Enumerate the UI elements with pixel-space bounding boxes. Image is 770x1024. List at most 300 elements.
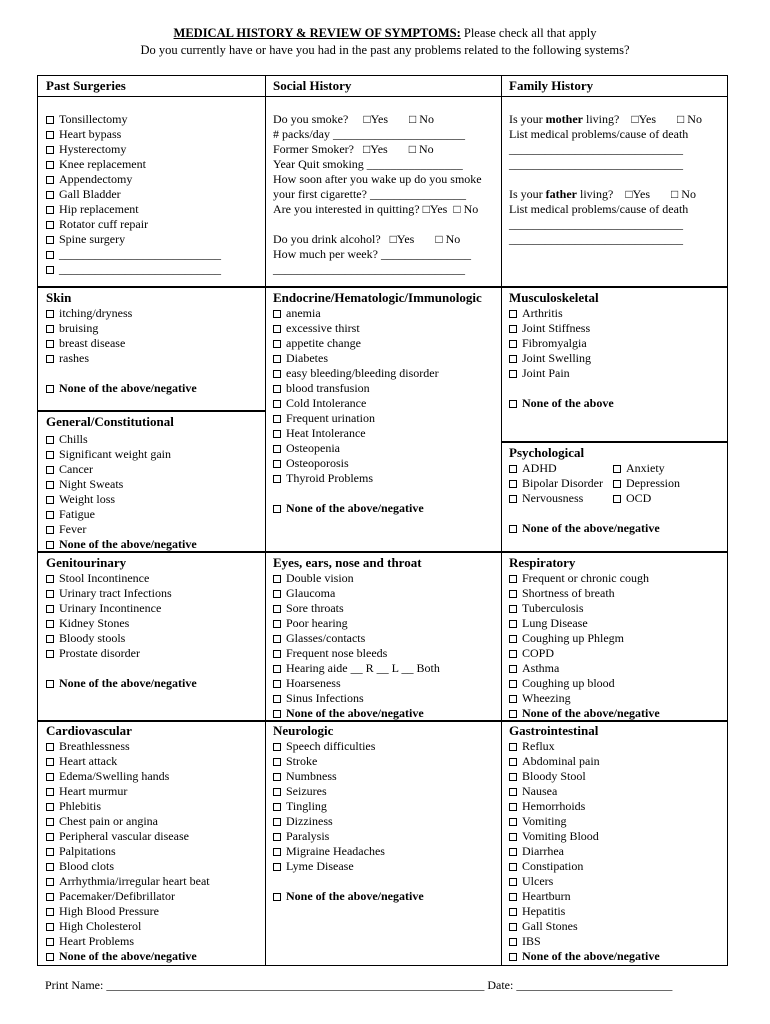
checkbox-item[interactable] xyxy=(46,462,261,477)
checkbox-icon[interactable] xyxy=(509,953,517,961)
none-of-above-checkbox[interactable] xyxy=(509,706,724,721)
checkbox-item[interactable] xyxy=(509,799,724,814)
checkbox-label: OCD xyxy=(626,491,652,505)
checkbox-item[interactable] xyxy=(46,859,261,874)
checkbox-item[interactable] xyxy=(509,691,724,706)
checkbox-icon[interactable] xyxy=(273,650,281,658)
checkbox-item[interactable] xyxy=(509,676,724,691)
social-history-section xyxy=(273,78,498,277)
checkbox-item[interactable] xyxy=(509,814,724,829)
checkbox-icon[interactable] xyxy=(46,833,54,841)
checkbox-icon[interactable] xyxy=(273,788,281,796)
checkbox-icon[interactable] xyxy=(46,758,54,766)
checkbox-item[interactable] xyxy=(46,432,261,447)
checkbox-item[interactable] xyxy=(509,586,724,601)
none-of-above-checkbox[interactable] xyxy=(46,949,261,964)
form-line[interactable]: # packs/day ______________________ xyxy=(273,127,465,141)
checkbox-item[interactable] xyxy=(509,631,724,646)
checkbox-icon[interactable] xyxy=(273,833,281,841)
checkbox-icon[interactable] xyxy=(273,505,281,513)
checkbox-item[interactable] xyxy=(273,601,501,616)
neurologic-none xyxy=(273,889,501,904)
checkbox-item[interactable] xyxy=(46,889,261,904)
checkbox-icon[interactable] xyxy=(509,340,517,348)
checkbox-item[interactable] xyxy=(273,471,501,486)
checkbox-item[interactable] xyxy=(46,142,258,157)
checkbox-item[interactable] xyxy=(46,127,258,142)
checkbox-item[interactable] xyxy=(273,571,501,586)
checkbox-icon[interactable] xyxy=(46,743,54,751)
none-of-above-checkbox[interactable] xyxy=(46,381,261,396)
checkbox-icon[interactable] xyxy=(509,325,517,333)
none-of-above-checkbox[interactable] xyxy=(273,501,501,516)
form-line[interactable]: _____________________________ xyxy=(509,232,683,246)
checkbox-item[interactable] xyxy=(273,351,501,366)
checkbox-item[interactable] xyxy=(273,336,501,351)
checkbox-label: ___________________________ xyxy=(59,262,221,276)
checkbox-item[interactable] xyxy=(46,829,261,844)
checkbox-item[interactable] xyxy=(509,646,724,661)
checkbox-item[interactable] xyxy=(509,366,724,381)
checkbox-icon[interactable] xyxy=(273,355,281,363)
checkbox-item[interactable] xyxy=(509,784,724,799)
checkbox-label: Cold Intolerance xyxy=(286,396,367,410)
form-line[interactable]: Do you drink alcohol? □Yes □ No xyxy=(273,232,461,246)
checkbox-icon[interactable] xyxy=(46,788,54,796)
checkbox-label: None of the above/negative xyxy=(286,889,424,903)
checkbox-icon[interactable] xyxy=(46,541,54,549)
checkbox-item[interactable] xyxy=(273,814,501,829)
form-line[interactable]: How soon after you wake up do you smoke xyxy=(273,172,482,186)
checkbox-icon[interactable] xyxy=(273,605,281,613)
checkbox-item[interactable] xyxy=(273,859,501,874)
checkbox-item[interactable] xyxy=(46,172,258,187)
checkbox-item[interactable] xyxy=(46,351,261,366)
checkbox-label: Pacemaker/Defibrillator xyxy=(59,889,175,903)
checkbox-item[interactable] xyxy=(46,934,261,949)
checkbox-item[interactable] xyxy=(273,306,501,321)
form-line[interactable]: _____________________________ xyxy=(509,157,683,171)
checkbox-icon[interactable] xyxy=(273,460,281,468)
checkbox-icon[interactable] xyxy=(273,848,281,856)
checkbox-icon[interactable] xyxy=(46,116,54,124)
checkbox-label: Blood clots xyxy=(59,859,115,873)
checkbox-icon[interactable] xyxy=(509,743,517,751)
checkbox-icon[interactable] xyxy=(273,445,281,453)
checkbox-icon[interactable] xyxy=(273,430,281,438)
checkbox-item[interactable] xyxy=(46,336,261,351)
date-field[interactable]: __________________________ xyxy=(516,978,673,992)
checkbox-label: itching/dryness xyxy=(59,306,133,320)
none-of-above-checkbox[interactable] xyxy=(273,889,501,904)
checkbox-item[interactable] xyxy=(509,769,724,784)
checkbox-item[interactable] xyxy=(46,601,261,616)
checkbox-icon[interactable] xyxy=(273,893,281,901)
checkbox-item[interactable] xyxy=(273,799,501,814)
checkbox-item[interactable] xyxy=(46,492,261,507)
checkbox-item[interactable] xyxy=(509,934,724,949)
checkbox-item[interactable] xyxy=(46,784,261,799)
checkbox-item[interactable] xyxy=(46,814,261,829)
none-of-above-checkbox[interactable] xyxy=(273,706,501,721)
checkbox-item[interactable] xyxy=(273,676,501,691)
family-history-lines[interactable] xyxy=(509,112,724,247)
checkbox-item[interactable] xyxy=(46,646,261,661)
checkbox-icon[interactable] xyxy=(273,310,281,318)
form-line[interactable]: _____________________________ xyxy=(509,217,683,231)
checkbox-icon[interactable] xyxy=(46,131,54,139)
checkbox-icon[interactable] xyxy=(509,400,517,408)
checkbox-item[interactable] xyxy=(273,456,501,471)
checkbox-item[interactable] xyxy=(509,904,724,919)
form-line[interactable]: Former Smoker? □Yes □ No xyxy=(273,142,434,156)
checkbox-label: Heart murmur xyxy=(59,784,128,798)
checkbox-item[interactable] xyxy=(46,477,261,492)
checkbox-icon[interactable] xyxy=(46,848,54,856)
checkbox-icon[interactable] xyxy=(46,953,54,961)
checkbox-icon[interactable] xyxy=(273,475,281,483)
print-name-field[interactable]: _______________________________________________________________ xyxy=(106,978,485,992)
checkbox-item[interactable] xyxy=(46,202,258,217)
checkbox-item[interactable] xyxy=(273,769,501,784)
checkbox-item[interactable] xyxy=(273,739,501,754)
checkbox-label: Hoarseness xyxy=(286,676,341,690)
checkbox-icon[interactable] xyxy=(273,743,281,751)
checkbox-item[interactable] xyxy=(509,616,724,631)
checkbox-item[interactable] xyxy=(273,381,501,396)
checkbox-icon[interactable] xyxy=(46,680,54,688)
checkbox-icon[interactable] xyxy=(509,575,517,583)
checkbox-item[interactable] xyxy=(273,366,501,381)
checkbox-item[interactable] xyxy=(509,491,613,506)
none-of-above-checkbox[interactable] xyxy=(46,537,261,552)
checkbox-icon[interactable] xyxy=(273,803,281,811)
checkbox-icon[interactable] xyxy=(509,848,517,856)
form-line[interactable]: Are you interested in quitting? □Yes □ No xyxy=(273,202,479,216)
checkbox-icon[interactable] xyxy=(46,221,54,229)
checkbox-icon[interactable] xyxy=(46,451,54,459)
checkbox-item[interactable] xyxy=(46,904,261,919)
none-of-above-checkbox[interactable] xyxy=(509,396,724,411)
checkbox-icon[interactable] xyxy=(46,620,54,628)
checkbox-item[interactable] xyxy=(46,616,261,631)
checkbox-item[interactable] xyxy=(509,874,724,889)
form-line[interactable]: Year Quit smoking ________________ xyxy=(273,157,463,171)
checkbox-icon[interactable] xyxy=(509,710,517,718)
checkbox-item[interactable] xyxy=(509,754,724,769)
checkbox-item[interactable] xyxy=(46,507,261,522)
checkbox-icon[interactable] xyxy=(613,465,621,473)
checkbox-icon[interactable] xyxy=(273,620,281,628)
checkbox-icon[interactable] xyxy=(46,496,54,504)
checkbox-item[interactable] xyxy=(46,754,261,769)
row-divider xyxy=(38,286,727,288)
skin-none xyxy=(46,381,261,396)
checkbox-icon[interactable] xyxy=(46,511,54,519)
checkbox-icon[interactable] xyxy=(46,773,54,781)
checkbox-item[interactable] xyxy=(509,844,724,859)
checkbox-icon[interactable] xyxy=(509,590,517,598)
checkbox-icon[interactable] xyxy=(509,695,517,703)
checkbox-item[interactable] xyxy=(46,247,258,262)
checkbox-item[interactable] xyxy=(273,784,501,799)
form-line[interactable]: your first cigarette? ________________ xyxy=(273,187,466,201)
form-line[interactable] xyxy=(509,172,724,187)
checkbox-item[interactable] xyxy=(273,754,501,769)
form-line[interactable]: List medical problems/cause of death xyxy=(509,202,689,216)
checkbox-item[interactable] xyxy=(46,187,258,202)
checkbox-icon[interactable] xyxy=(46,863,54,871)
checkbox-item[interactable] xyxy=(46,844,261,859)
none-of-above-checkbox[interactable] xyxy=(509,521,724,536)
checkbox-item[interactable] xyxy=(46,217,258,232)
checkbox-item[interactable] xyxy=(46,874,261,889)
checkbox-item[interactable] xyxy=(613,461,680,476)
signature-footer xyxy=(45,978,672,993)
checkbox-label: Urinary Incontinence xyxy=(59,601,162,615)
checkbox-item[interactable] xyxy=(46,769,261,784)
checkbox-item[interactable] xyxy=(46,799,261,814)
eyes-none xyxy=(273,706,501,721)
checkbox-item[interactable] xyxy=(273,586,501,601)
checkbox-item[interactable] xyxy=(46,586,261,601)
checkbox-item[interactable] xyxy=(509,601,724,616)
checkbox-label: Frequent nose bleeds xyxy=(286,646,388,660)
psychological-list-right xyxy=(613,461,680,506)
checkbox-icon[interactable] xyxy=(46,251,54,259)
checkbox-icon[interactable] xyxy=(46,605,54,613)
respiratory-section xyxy=(509,555,724,721)
checkbox-icon[interactable] xyxy=(273,680,281,688)
checkbox-icon[interactable] xyxy=(46,635,54,643)
checkbox-label: Reflux xyxy=(522,739,555,753)
checkbox-icon[interactable] xyxy=(46,146,54,154)
checkbox-item[interactable] xyxy=(273,646,501,661)
checkbox-item[interactable] xyxy=(46,262,258,277)
checkbox-item[interactable] xyxy=(46,306,261,321)
checkbox-item[interactable] xyxy=(509,336,724,351)
checkbox-icon[interactable] xyxy=(273,325,281,333)
checkbox-icon[interactable] xyxy=(273,695,281,703)
checkbox-item[interactable] xyxy=(46,571,261,586)
checkbox-icon[interactable] xyxy=(273,370,281,378)
checkbox-item[interactable] xyxy=(509,829,724,844)
checkbox-icon[interactable] xyxy=(46,938,54,946)
checkbox-icon[interactable] xyxy=(273,863,281,871)
checkbox-icon[interactable] xyxy=(509,788,517,796)
checkbox-icon[interactable] xyxy=(46,803,54,811)
form-line[interactable]: How much per week? _______________ xyxy=(273,247,471,261)
checkbox-icon[interactable] xyxy=(46,325,54,333)
checkbox-label: None of the above xyxy=(522,396,614,410)
skin-section xyxy=(46,290,261,396)
checkbox-label: easy bleeding/bleeding disorder xyxy=(286,366,439,380)
checkbox-item[interactable] xyxy=(46,157,258,172)
checkbox-item[interactable] xyxy=(273,411,501,426)
checkbox-item[interactable] xyxy=(46,522,261,537)
checkbox-icon[interactable] xyxy=(46,526,54,534)
checkbox-item[interactable] xyxy=(613,491,680,506)
none-of-above-checkbox[interactable] xyxy=(46,676,261,691)
checkbox-icon[interactable] xyxy=(46,436,54,444)
checkbox-icon[interactable] xyxy=(46,575,54,583)
family-history-section xyxy=(509,78,724,247)
checkbox-item[interactable] xyxy=(273,616,501,631)
section-title: Social History xyxy=(273,78,352,93)
checkbox-item[interactable] xyxy=(509,351,724,366)
checkbox-icon[interactable] xyxy=(46,481,54,489)
checkbox-icon[interactable] xyxy=(46,176,54,184)
checkbox-icon[interactable] xyxy=(509,680,517,688)
checkbox-label: Heat Intolerance xyxy=(286,426,366,440)
form-line[interactable]: Is your mother living? □Yes □ No xyxy=(509,112,702,126)
checkbox-icon[interactable] xyxy=(509,818,517,826)
checkbox-label: Depression xyxy=(626,476,680,490)
checkbox-label: Vomiting xyxy=(522,814,567,828)
checkbox-item[interactable] xyxy=(509,919,724,934)
checkbox-icon[interactable] xyxy=(509,938,517,946)
checkbox-item[interactable] xyxy=(509,321,724,336)
checkbox-icon[interactable] xyxy=(509,525,517,533)
checkbox-icon[interactable] xyxy=(509,370,517,378)
form-line[interactable] xyxy=(273,217,498,232)
checkbox-icon[interactable] xyxy=(46,206,54,214)
form-line[interactable]: Do you smoke? □Yes □ No xyxy=(273,112,434,126)
form-line[interactable]: Is your father living? □Yes □ No xyxy=(509,187,696,201)
checkbox-item[interactable] xyxy=(509,476,613,491)
checkbox-icon[interactable] xyxy=(46,161,54,169)
checkbox-item[interactable] xyxy=(509,739,724,754)
checkbox-icon[interactable] xyxy=(273,665,281,673)
checkbox-item[interactable] xyxy=(509,306,724,321)
checkbox-icon[interactable] xyxy=(46,385,54,393)
checkbox-icon[interactable] xyxy=(509,650,517,658)
checkbox-item[interactable] xyxy=(46,919,261,934)
checkbox-icon[interactable] xyxy=(46,266,54,274)
checkbox-icon[interactable] xyxy=(509,620,517,628)
form-line[interactable]: _____________________________ xyxy=(509,142,683,156)
checkbox-label: COPD xyxy=(522,646,555,660)
checkbox-item[interactable] xyxy=(509,661,724,676)
checkbox-icon[interactable] xyxy=(46,191,54,199)
checkbox-icon[interactable] xyxy=(46,355,54,363)
checkbox-icon[interactable] xyxy=(509,923,517,931)
checkbox-icon[interactable] xyxy=(273,758,281,766)
checkbox-icon[interactable] xyxy=(273,818,281,826)
section-title: Family History xyxy=(509,78,594,93)
checkbox-item[interactable] xyxy=(46,631,261,646)
checkbox-icon[interactable] xyxy=(613,480,621,488)
checkbox-item[interactable] xyxy=(273,661,501,676)
checkbox-item[interactable] xyxy=(273,426,501,441)
checkbox-item[interactable] xyxy=(509,461,613,476)
cardiovascular-list xyxy=(46,739,261,949)
checkbox-item[interactable] xyxy=(613,476,680,491)
checkbox-icon[interactable] xyxy=(273,590,281,598)
none-of-above-checkbox[interactable] xyxy=(509,949,724,964)
checkbox-item[interactable] xyxy=(273,691,501,706)
checkbox-item[interactable] xyxy=(273,844,501,859)
checkbox-icon[interactable] xyxy=(509,605,517,613)
checkbox-item[interactable] xyxy=(46,112,258,127)
checkbox-icon[interactable] xyxy=(509,310,517,318)
checkbox-icon[interactable] xyxy=(273,773,281,781)
checkbox-icon[interactable] xyxy=(509,758,517,766)
checkbox-icon[interactable] xyxy=(273,635,281,643)
checkbox-label: None of the above/negative xyxy=(522,949,660,963)
checkbox-item[interactable] xyxy=(273,829,501,844)
checkbox-icon[interactable] xyxy=(46,466,54,474)
form-header xyxy=(0,25,770,59)
checkbox-item[interactable] xyxy=(509,859,724,874)
checkbox-label: Stroke xyxy=(286,754,318,768)
checkbox-icon[interactable] xyxy=(509,878,517,886)
checkbox-item[interactable] xyxy=(273,396,501,411)
checkbox-item[interactable] xyxy=(509,889,724,904)
checkbox-icon[interactable] xyxy=(46,310,54,318)
checkbox-item[interactable] xyxy=(273,631,501,646)
checkbox-item[interactable] xyxy=(509,571,724,586)
checkbox-icon[interactable] xyxy=(46,590,54,598)
checkbox-icon[interactable] xyxy=(273,385,281,393)
checkbox-item[interactable] xyxy=(46,232,258,247)
checkbox-icon[interactable] xyxy=(273,400,281,408)
checkbox-icon[interactable] xyxy=(509,908,517,916)
social-history-lines[interactable] xyxy=(273,112,498,277)
checkbox-label: Thyroid Problems xyxy=(286,471,373,485)
checkbox-icon[interactable] xyxy=(613,495,621,503)
checkbox-icon[interactable] xyxy=(509,863,517,871)
checkbox-icon[interactable] xyxy=(46,893,54,901)
checkbox-icon[interactable] xyxy=(509,893,517,901)
form-line[interactable]: List medical problems/cause of death xyxy=(509,127,689,141)
checkbox-icon[interactable] xyxy=(46,818,54,826)
checkbox-icon[interactable] xyxy=(509,665,517,673)
checkbox-item[interactable] xyxy=(46,739,261,754)
checkbox-item[interactable] xyxy=(46,321,261,336)
checkbox-label: Kidney Stones xyxy=(59,616,130,630)
checkbox-item[interactable] xyxy=(46,447,261,462)
checkbox-icon[interactable] xyxy=(509,355,517,363)
checkbox-icon[interactable] xyxy=(273,575,281,583)
checkbox-icon[interactable] xyxy=(509,480,517,488)
checkbox-icon[interactable] xyxy=(46,340,54,348)
checkbox-icon[interactable] xyxy=(509,833,517,841)
checkbox-item[interactable] xyxy=(273,321,501,336)
checkbox-icon[interactable] xyxy=(46,878,54,886)
neurologic-list xyxy=(273,739,501,874)
checkbox-icon[interactable] xyxy=(273,710,281,718)
checkbox-icon[interactable] xyxy=(273,415,281,423)
checkbox-icon[interactable] xyxy=(509,773,517,781)
checkbox-item[interactable] xyxy=(273,441,501,456)
checkbox-icon[interactable] xyxy=(46,923,54,931)
checkbox-icon[interactable] xyxy=(46,908,54,916)
checkbox-icon[interactable] xyxy=(509,635,517,643)
checkbox-icon[interactable] xyxy=(273,340,281,348)
checkbox-icon[interactable] xyxy=(46,236,54,244)
genitourinary-none xyxy=(46,676,261,691)
general-none xyxy=(46,537,261,552)
genitourinary-section xyxy=(46,555,261,691)
checkbox-icon[interactable] xyxy=(509,495,517,503)
checkbox-icon[interactable] xyxy=(509,803,517,811)
checkbox-label: Tingling xyxy=(286,799,327,813)
checkbox-label: Prostate disorder xyxy=(59,646,140,660)
form-line[interactable]: ________________________________ xyxy=(273,262,465,276)
checkbox-icon[interactable] xyxy=(509,465,517,473)
checkbox-icon[interactable] xyxy=(46,650,54,658)
